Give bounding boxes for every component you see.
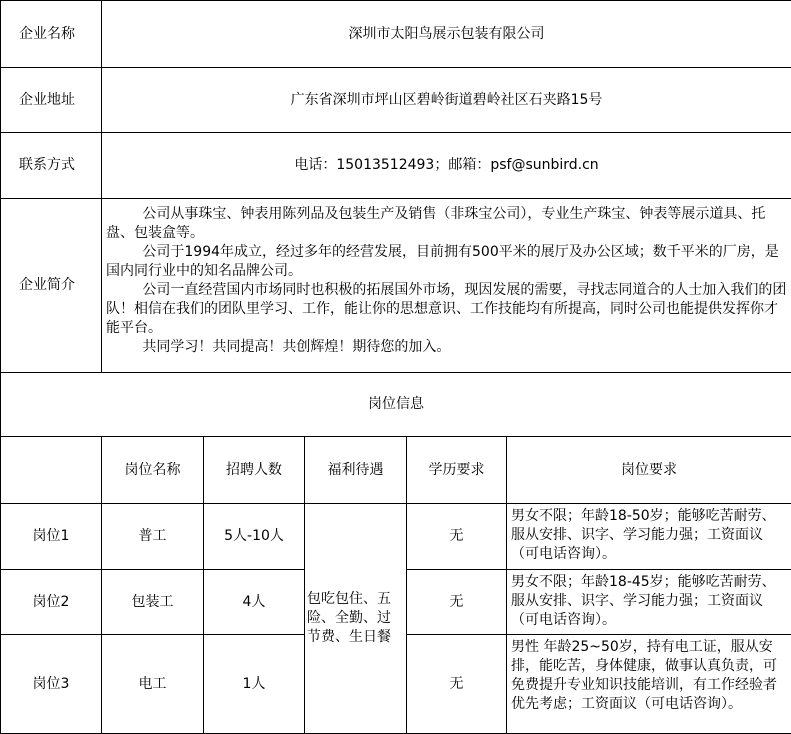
header-count: 招聘人数 bbox=[204, 437, 305, 504]
company-address-value: 广东省深圳市坪山区碧岭街道碧岭社区石夹路15号 bbox=[102, 68, 791, 133]
job-name: 普工 bbox=[102, 504, 204, 570]
job-row-1 bbox=[1, 504, 791, 570]
company-intro-text bbox=[102, 199, 791, 373]
section-title-row bbox=[1, 373, 791, 437]
contact-label: 联系方式 bbox=[1, 133, 102, 199]
job-name: 包装工 bbox=[102, 570, 204, 635]
job-id: 岗位2 bbox=[1, 570, 102, 635]
contact-value: 电话：15013512493；邮箱：psf@sunbird.cn bbox=[102, 133, 791, 199]
header-blank bbox=[1, 437, 102, 504]
intro-paragraph: 公司从事珠宝、钟表用陈列品及包装生产及销售（非珠宝公司），专业生产珠宝、钟表等展示道具、托盘、包装盒等。 bbox=[106, 205, 787, 243]
job-education: 无 bbox=[407, 570, 507, 635]
intro-paragraph: 公司一直经营国内市场同时也积极的拓展国外市场，现因发展的需要，寻找志同道合的人士加入我们的团队！相信在我们的团队里学习、工作，能让你的思想意识、工作技能均有所提高，同时公司也能提供发挥你才能平台。 bbox=[106, 281, 787, 338]
company-intro-row bbox=[1, 199, 791, 373]
company-name-label: 企业名称 bbox=[1, 1, 102, 68]
jobs-header-row bbox=[1, 437, 791, 504]
section-title: 岗位信息 bbox=[1, 373, 791, 437]
company-address-row bbox=[1, 68, 791, 133]
job-welfare: 包吃包住、五险、全勤、过节费、生日餐 bbox=[305, 504, 407, 734]
job-name: 电工 bbox=[102, 635, 204, 734]
header-requirements: 岗位要求 bbox=[507, 437, 791, 504]
job-requirements: 男女不限；年龄18-50岁；能够吃苦耐劳、服从安排、识字、学习能力强；工资面议（可电话咨询）。 bbox=[507, 504, 791, 570]
job-count: 1人 bbox=[204, 635, 305, 734]
header-education: 学历要求 bbox=[407, 437, 507, 504]
company-intro-label: 企业简介 bbox=[1, 199, 102, 373]
header-welfare: 福利待遇 bbox=[305, 437, 407, 504]
job-id: 岗位3 bbox=[1, 635, 102, 734]
job-education: 无 bbox=[407, 635, 507, 734]
header-job-name: 岗位名称 bbox=[102, 437, 204, 504]
job-education: 无 bbox=[407, 504, 507, 570]
job-requirements: 男女不限；年龄18-45岁；能够吃苦耐劳、服从安排、识字、学习能力强；工资面议（可电话咨询）。 bbox=[507, 570, 791, 635]
company-name-value: 深圳市太阳鸟展示包装有限公司 bbox=[102, 1, 791, 68]
intro-paragraph: 共同学习！共同提高！共创辉煌！期待您的加入。 bbox=[106, 338, 787, 357]
intro-paragraph: 公司于1994年成立，经过多年的经营发展，目前拥有500平米的展厅及办公区域；数千平米的厂房，是国内同行业中的知名品牌公司。 bbox=[106, 243, 787, 281]
job-id: 岗位1 bbox=[1, 504, 102, 570]
job-count: 4人 bbox=[204, 570, 305, 635]
job-count: 5人-10人 bbox=[204, 504, 305, 570]
company-address-label: 企业地址 bbox=[1, 68, 102, 133]
job-requirements: 男性 年龄25~50岁，持有电工证，服从安排，能吃苦，身体健康，做事认真负责，可免费提升专业知识技能培训，有工作经验者优先考虑；工资面议（可电话咨询）。 bbox=[507, 635, 791, 734]
company-name-row bbox=[1, 1, 791, 68]
contact-row bbox=[1, 133, 791, 199]
